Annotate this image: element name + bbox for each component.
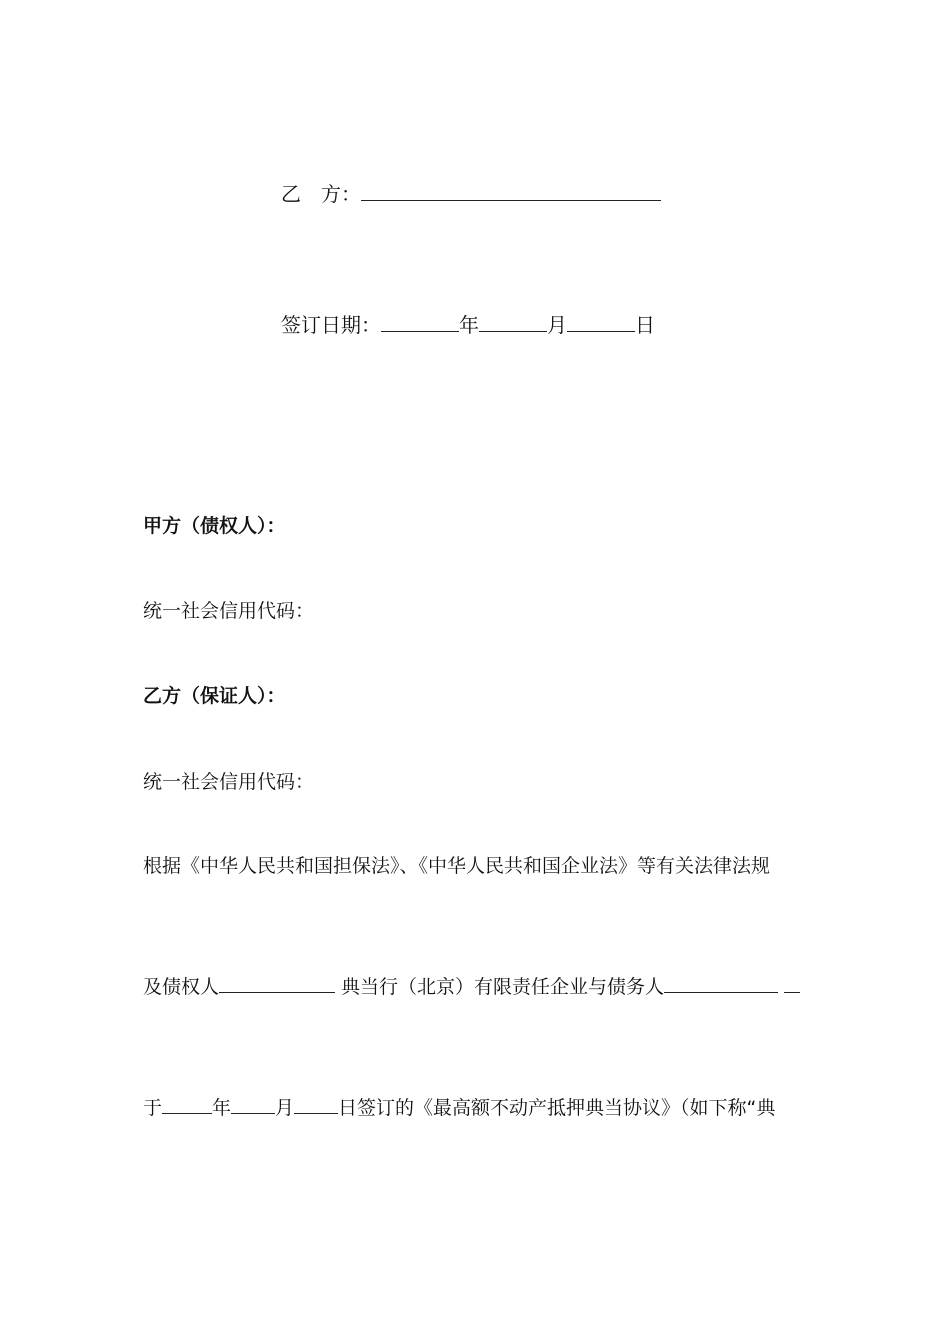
signing-month-blank[interactable] [479, 311, 547, 332]
creditor-name-blank[interactable] [219, 972, 335, 993]
signing-day-char: 日 [635, 313, 655, 337]
party-b-credit-code-label: 统一社会信用代码： [143, 771, 315, 793]
party-b-signature-blank[interactable] [361, 180, 661, 201]
party-a-heading: 甲方（债权人）： [143, 515, 286, 537]
agreement-day-blank[interactable] [294, 1093, 338, 1114]
creditor-prefix: 及债权人 [143, 976, 220, 998]
agreement-year-char: 年 [212, 1097, 232, 1119]
pawnshop-debtor-text: 典当行（北京）有限责任企业与债务人 [335, 976, 665, 998]
signing-day-blank[interactable] [567, 311, 635, 332]
agreement-paragraph-line-2 [143, 972, 800, 1001]
agreement-title-text: 日签订的《最高额不动产抵押典当协议》（如下称“典 [338, 1097, 776, 1119]
signing-year-blank[interactable] [381, 311, 459, 332]
agreement-date-prefix: 于 [143, 1097, 163, 1119]
signing-month-char: 月 [547, 313, 567, 337]
agreement-month-char: 月 [275, 1097, 295, 1119]
debtor-name-blank[interactable] [664, 972, 778, 993]
signing-date-label: 签订日期： [281, 313, 381, 337]
party-b-signature-label: 乙 方： [281, 182, 361, 206]
party-b-heading: 乙方（保证人）： [143, 685, 286, 707]
party-a-credit-code-label: 统一社会信用代码： [143, 600, 315, 622]
signing-date-line [281, 311, 655, 339]
party-b-signature-line [281, 180, 661, 208]
signing-year-char: 年 [459, 313, 479, 337]
agreement-year-blank[interactable] [162, 1093, 212, 1114]
agreement-paragraph-line-1: 根据《中华人民共和国担保法》、《中华人民共和国企业法》等有关法律法规 [143, 855, 771, 877]
agreement-paragraph-line-3 [143, 1093, 775, 1122]
agreement-month-blank[interactable] [231, 1093, 275, 1114]
debtor-name-extra-blank[interactable] [784, 972, 800, 993]
